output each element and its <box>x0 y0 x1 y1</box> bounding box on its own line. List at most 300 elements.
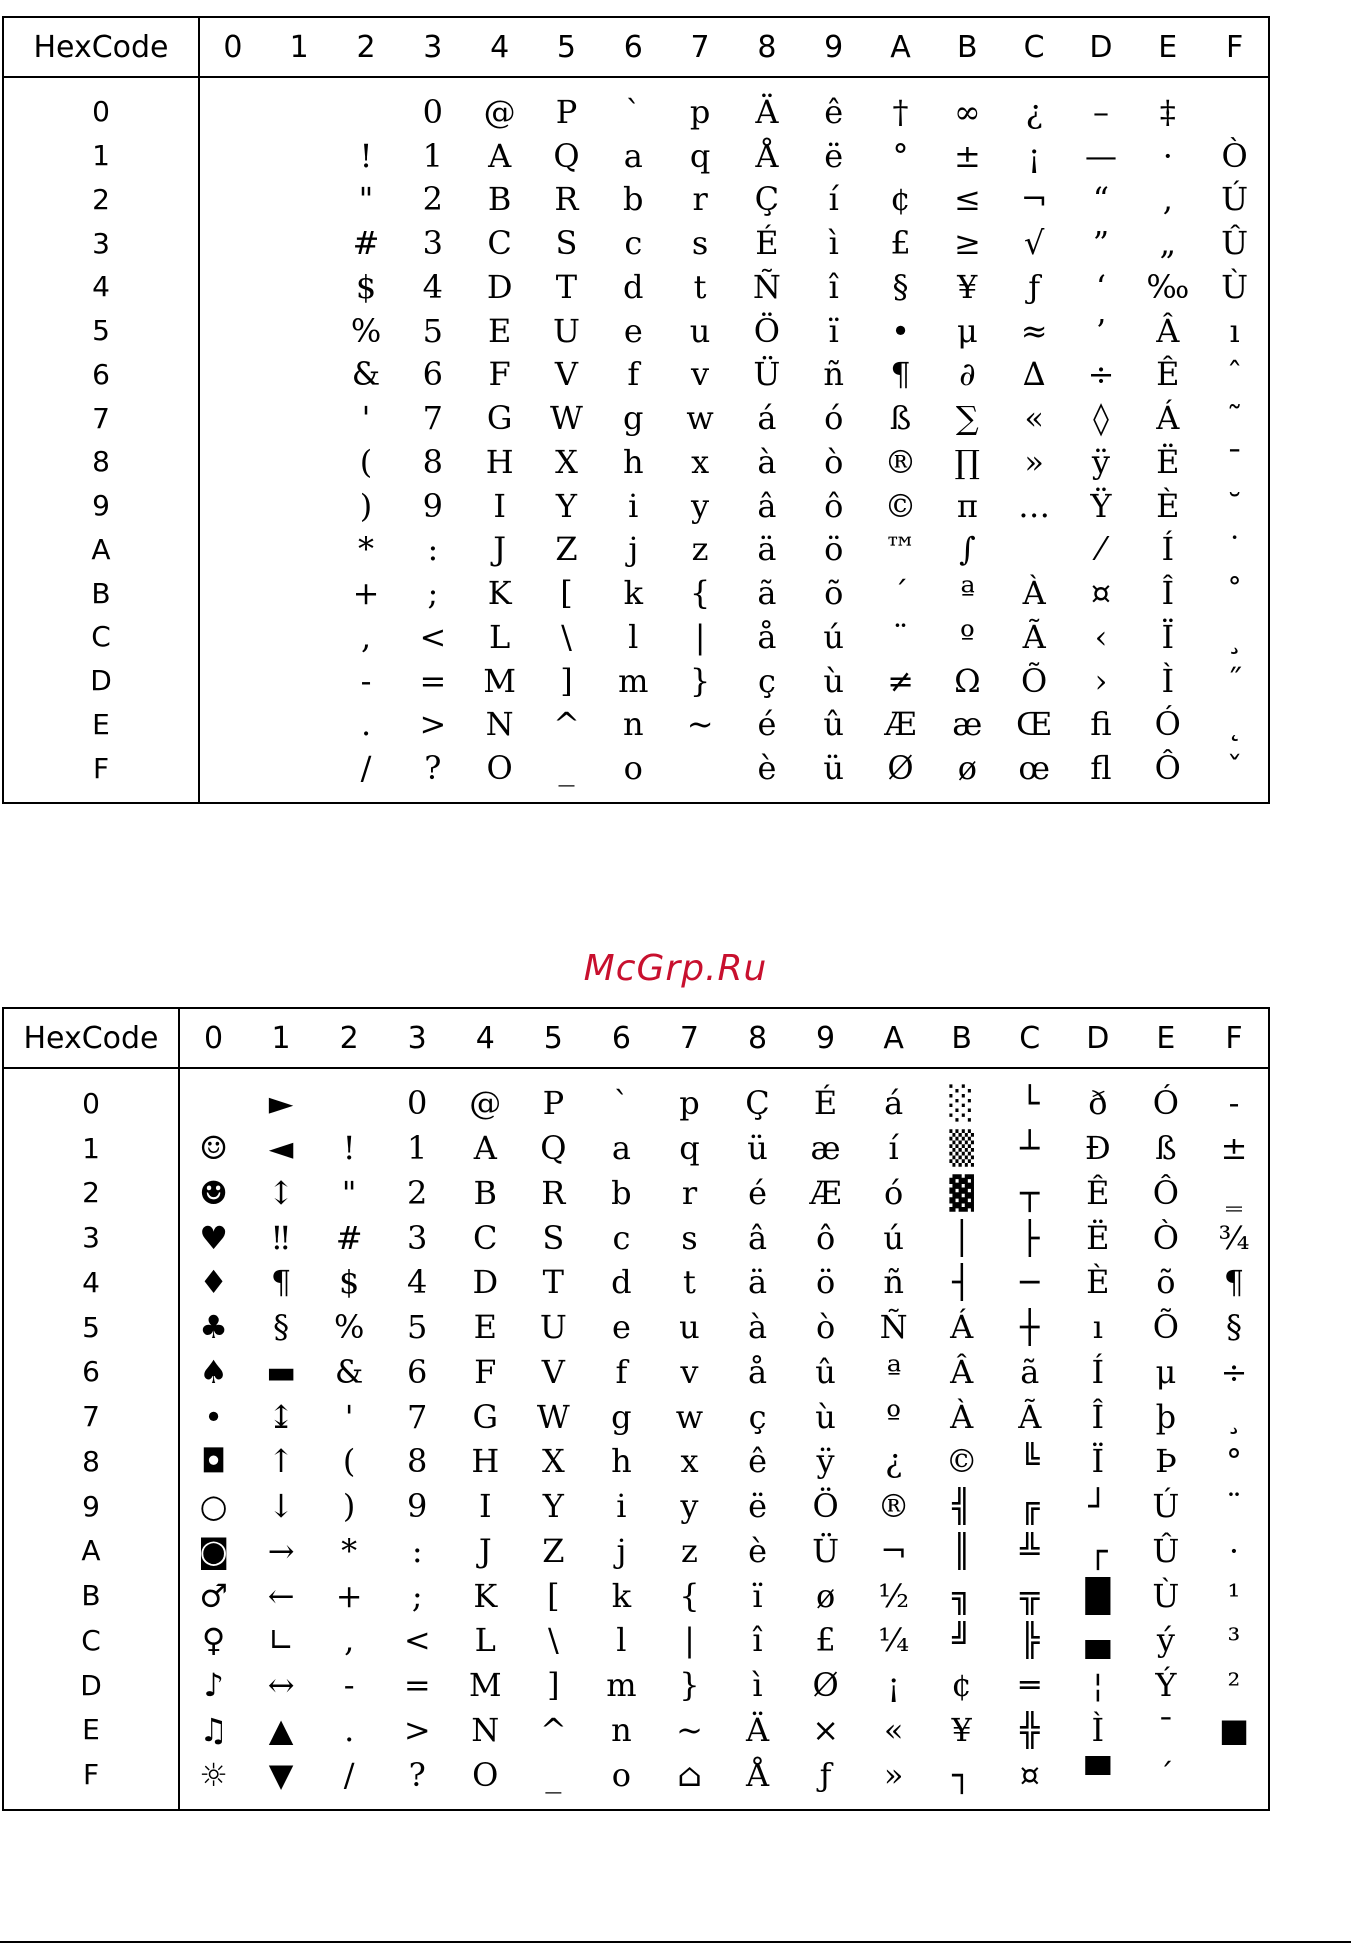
char-cell: ˇ <box>1226 749 1243 788</box>
char-cell: ¢ <box>951 1666 972 1705</box>
spacer-row <box>4 1797 1268 1809</box>
char-cell: Y <box>555 486 578 525</box>
char-cell: Ç <box>745 1084 770 1123</box>
char-cell: † <box>892 92 909 131</box>
char-cell <box>199 309 266 353</box>
column-header: C <box>1001 18 1068 77</box>
char-cell: d <box>623 267 644 306</box>
char-cell <box>199 484 266 528</box>
char-cell: œ <box>1018 749 1050 788</box>
char-cell: ° <box>892 136 909 175</box>
char-cell: | <box>684 1621 695 1660</box>
char-cell: ∫ <box>959 530 976 569</box>
table-row <box>4 178 1268 222</box>
char-cell: ` <box>613 1084 630 1123</box>
char-cell: " <box>358 180 374 219</box>
char-cell: ♫ <box>199 1710 228 1749</box>
char-cell: ■ <box>1218 1710 1250 1749</box>
char-cell: M <box>468 1666 502 1705</box>
char-cell: » <box>883 1755 904 1794</box>
char-cell: I <box>478 1487 492 1526</box>
char-cell: ► <box>268 1084 294 1123</box>
char-cell: @ <box>469 1084 502 1123</box>
char-cell: R <box>554 180 579 219</box>
table-row <box>4 353 1268 397</box>
row-hex-label: 7 <box>4 1394 179 1439</box>
char-cell: > <box>419 705 447 744</box>
char-cell: Ã <box>1018 1397 1042 1436</box>
char-cell: ] <box>547 1666 560 1705</box>
column-header: 9 <box>792 1009 860 1068</box>
character-grid-1 <box>4 18 1268 802</box>
char-cell: └ <box>1020 1084 1040 1123</box>
char-cell: ƒ <box>1028 267 1041 306</box>
header-row <box>4 1009 1268 1068</box>
char-cell: Ò <box>1221 136 1248 175</box>
char-cell: ô <box>824 486 844 525</box>
char-cell: ® <box>877 1487 910 1526</box>
char-cell: · <box>1162 136 1173 175</box>
char-cell: D <box>472 1263 499 1302</box>
char-cell: ¿ <box>1025 92 1043 131</box>
char-cell: 4 <box>422 267 444 306</box>
row-hex-label: 5 <box>4 309 199 353</box>
char-cell: ƒ <box>819 1755 832 1794</box>
char-cell: È <box>1086 1263 1110 1302</box>
char-cell: _ <box>558 749 575 788</box>
char-cell: P <box>542 1084 565 1123</box>
char-cell: } <box>689 661 711 700</box>
char-cell: ™ <box>884 530 917 569</box>
char-cell: π <box>956 486 978 525</box>
char-cell: O <box>486 749 513 788</box>
header-row <box>4 18 1268 77</box>
char-cell: f <box>627 355 640 394</box>
char-cell <box>199 440 266 484</box>
char-cell: ½ <box>878 1576 910 1615</box>
char-cell <box>199 265 266 309</box>
char-cell: u <box>689 311 711 350</box>
char-cell: M <box>483 661 517 700</box>
column-header: 7 <box>667 18 734 77</box>
char-cell: - <box>360 661 372 700</box>
char-cell <box>179 1081 247 1126</box>
char-cell: ï <box>752 1576 763 1615</box>
char-cell: & <box>334 1352 364 1391</box>
row-hex-label: E <box>4 703 199 747</box>
char-cell: ( <box>359 442 373 481</box>
char-cell: 6 <box>422 355 444 394</box>
char-cell: I <box>493 486 506 525</box>
char-cell: Ä <box>755 92 779 131</box>
char-cell: ╬ <box>1020 1710 1040 1749</box>
char-cell: L <box>489 617 511 656</box>
row-hex-label: 9 <box>4 484 199 528</box>
char-cell: Ü <box>753 355 781 394</box>
char-cell: Å <box>745 1755 770 1794</box>
char-cell: Õ <box>1021 661 1048 700</box>
char-cell: ë <box>824 136 844 175</box>
char-cell: + <box>335 1576 363 1615</box>
column-header: 1 <box>266 18 333 77</box>
char-cell: l <box>616 1621 627 1660</box>
row-hex-label: 8 <box>4 440 199 484</box>
table-row <box>4 396 1268 440</box>
column-header: 3 <box>383 1009 451 1068</box>
char-cell: ┴ <box>1020 1129 1040 1168</box>
char-cell: … <box>1018 486 1051 525</box>
char-cell: á <box>757 399 777 438</box>
char-cell: S <box>555 224 578 263</box>
char-cell: Ø <box>812 1666 839 1705</box>
char-cell: Ù <box>1221 267 1249 306</box>
char-cell: U <box>552 311 580 350</box>
char-cell: │ <box>952 1218 972 1257</box>
spacer-cell <box>4 1797 179 1809</box>
char-cell: É <box>755 224 779 263</box>
char-cell: ∑ <box>955 399 979 438</box>
row-hex-label: C <box>4 1618 179 1663</box>
char-cell: ê <box>748 1442 767 1481</box>
char-cell: ö <box>815 1263 836 1302</box>
char-cell: Y <box>542 1487 564 1526</box>
char-cell: ” <box>1092 224 1110 263</box>
char-cell: ó <box>884 1173 904 1212</box>
char-cell: ¾ <box>1218 1218 1250 1257</box>
char-cell: ´ <box>892 574 909 613</box>
char-cell: Ä <box>745 1710 770 1749</box>
column-header: 8 <box>734 18 801 77</box>
column-header: F <box>1200 1009 1268 1068</box>
char-cell: X <box>541 1442 565 1481</box>
spacer-row <box>4 77 1268 90</box>
char-cell: ~ <box>676 1710 703 1749</box>
char-cell: ’ <box>1095 311 1107 350</box>
spacer-cell <box>199 790 1268 802</box>
char-cell: « <box>883 1710 904 1749</box>
char-cell: ! <box>359 136 373 175</box>
row-hex-label: 0 <box>4 1081 179 1126</box>
table-row <box>4 1305 1268 1350</box>
char-cell: Ú <box>1221 180 1249 219</box>
char-cell: À <box>950 1397 974 1436</box>
column-header: B <box>928 1009 996 1068</box>
char-cell: ﬁ <box>1090 705 1112 744</box>
table-row <box>4 309 1268 353</box>
char-cell: k <box>623 574 643 613</box>
table-row <box>4 265 1268 309</box>
char-cell: ö <box>824 530 844 569</box>
column-header: 1 <box>247 1009 315 1068</box>
char-cell: ˛ <box>1226 705 1243 744</box>
char-cell: P <box>555 92 578 131</box>
char-cell <box>266 659 333 703</box>
char-cell: í <box>828 180 839 219</box>
char-cell: ® <box>884 442 917 481</box>
char-cell: û <box>815 1352 836 1391</box>
char-cell: ♀ <box>201 1621 226 1660</box>
char-cell: ╣ <box>952 1487 972 1526</box>
char-cell: å <box>747 1352 768 1391</box>
char-cell: ─ <box>1020 1263 1040 1302</box>
char-cell: ╗ <box>952 1576 972 1615</box>
char-cell <box>199 615 266 659</box>
char-cell: å <box>757 617 777 656</box>
row-hex-label: B <box>4 1573 179 1618</box>
table-row <box>4 1618 1268 1663</box>
char-cell <box>266 703 333 747</box>
char-cell: Ã <box>1022 617 1046 656</box>
char-cell: ı <box>1229 311 1240 350</box>
char-cell: w <box>686 399 714 438</box>
char-cell: Ó <box>1154 705 1181 744</box>
row-hex-label: 6 <box>4 353 199 397</box>
char-cell: Á <box>1156 399 1180 438</box>
char-cell: ý <box>1156 1621 1175 1660</box>
char-cell: ˝ <box>1226 661 1243 700</box>
char-cell: T <box>542 1263 565 1302</box>
char-cell: ♂ <box>199 1576 228 1615</box>
row-hex-label: 3 <box>4 1215 179 1260</box>
char-cell: ♥ <box>199 1218 228 1257</box>
char-cell: , <box>344 1621 355 1660</box>
char-cell: Ï <box>1161 617 1175 656</box>
char-cell: ¹ <box>1227 1576 1241 1615</box>
char-cell: j <box>616 1531 627 1570</box>
char-cell: Ω <box>954 661 981 700</box>
table-row <box>4 659 1268 703</box>
column-header: 4 <box>466 18 533 77</box>
char-cell: ¼ <box>878 1621 910 1660</box>
table-row <box>4 1484 1268 1529</box>
char-cell <box>266 265 333 309</box>
row-hex-label: B <box>4 571 199 615</box>
char-cell: @ <box>483 92 516 131</box>
hexcode-header: HexCode <box>4 18 199 77</box>
char-cell: ß <box>889 399 912 438</box>
char-cell: U <box>539 1308 567 1347</box>
char-cell: £ <box>815 1621 836 1660</box>
char-cell: ì <box>828 224 839 263</box>
char-cell: [ <box>547 1576 560 1615</box>
char-cell: A <box>473 1129 497 1168</box>
char-cell: ù <box>823 661 845 700</box>
char-cell: → <box>267 1531 295 1570</box>
char-cell: x <box>691 442 710 481</box>
row-hex-label: A <box>4 1529 179 1574</box>
char-cell: J <box>478 1531 492 1570</box>
char-cell: õ <box>824 574 844 613</box>
char-cell: ⁄ <box>1098 530 1104 569</box>
char-cell: Å <box>755 136 779 175</box>
char-cell: Ë <box>1156 442 1180 481</box>
char-cell: 5 <box>407 1308 428 1347</box>
hexcode-header: HexCode <box>4 1009 179 1068</box>
char-cell: Ó <box>1152 1084 1180 1123</box>
char-cell: \ <box>561 617 572 656</box>
char-cell <box>266 178 333 222</box>
char-cell: " <box>341 1173 357 1212</box>
char-cell <box>266 484 333 528</box>
char-cell: + <box>352 574 380 613</box>
char-cell: $ <box>338 1263 360 1302</box>
char-cell: ú <box>883 1218 904 1257</box>
table-row <box>4 221 1268 265</box>
char-cell: ░ <box>949 1084 975 1123</box>
char-cell: R <box>541 1173 566 1212</box>
char-cell: $ <box>355 267 377 306</box>
char-cell: ☺ <box>199 1129 228 1168</box>
char-cell: z <box>691 530 709 569</box>
char-cell: H <box>471 1442 500 1481</box>
row-hex-label: 4 <box>4 1260 179 1305</box>
char-cell: × <box>812 1710 839 1749</box>
char-cell: * <box>358 530 375 569</box>
char-cell: ± <box>1220 1129 1248 1168</box>
char-cell: Ì <box>1091 1710 1105 1749</box>
char-cell: ± <box>953 136 981 175</box>
row-hex-label: 0 <box>4 90 199 134</box>
char-cell: ∆ <box>1022 355 1046 394</box>
char-cell: ) <box>342 1487 356 1526</box>
char-cell: B <box>487 180 512 219</box>
char-cell: = <box>403 1666 431 1705</box>
char-cell: b <box>623 180 644 219</box>
char-cell <box>199 746 266 790</box>
char-cell: « <box>1024 399 1044 438</box>
char-cell: £ <box>890 224 911 263</box>
spacer-cell <box>4 77 199 90</box>
char-cell: g <box>623 399 644 438</box>
char-cell: 2 <box>407 1173 428 1212</box>
char-cell: ¶ <box>890 355 911 394</box>
char-cell: G <box>472 1397 499 1436</box>
char-cell: █ <box>1085 1576 1111 1615</box>
char-cell <box>266 134 333 178</box>
char-cell: 9 <box>422 486 444 525</box>
char-cell: Æ <box>809 1173 842 1212</box>
char-cell: ┘ <box>1088 1487 1108 1526</box>
char-cell: ↨ <box>267 1397 295 1436</box>
char-cell: ÿ <box>816 1442 835 1481</box>
table-row <box>4 1171 1268 1216</box>
char-cell: Œ <box>1015 705 1053 744</box>
char-cell: 5 <box>422 311 444 350</box>
char-cell <box>266 221 333 265</box>
char-cell: ä <box>747 1263 768 1302</box>
char-cell: ╩ <box>1020 1531 1040 1570</box>
column-header: 2 <box>333 18 400 77</box>
char-cell: ☻ <box>199 1173 228 1212</box>
char-cell: ˆ <box>1226 355 1243 394</box>
char-cell: a <box>623 136 643 175</box>
char-cell: Á <box>950 1308 974 1347</box>
table-row <box>4 1573 1268 1618</box>
char-cell: Ü <box>812 1531 840 1570</box>
char-cell: ù <box>815 1397 836 1436</box>
char-cell: c <box>612 1218 631 1257</box>
char-cell: ¨ <box>1225 1487 1242 1526</box>
table-row <box>4 1708 1268 1753</box>
char-cell <box>333 90 400 134</box>
char-cell: Q <box>540 1129 567 1168</box>
char-cell: | <box>694 617 706 656</box>
char-cell: ú <box>823 617 845 656</box>
char-cell: ¢ <box>890 180 911 219</box>
char-cell: : <box>411 1531 423 1570</box>
char-cell: ^ <box>539 1710 567 1749</box>
char-cell: . <box>344 1710 355 1749</box>
char-cell: Î <box>1091 1397 1105 1436</box>
char-cell: ³ <box>1227 1621 1241 1660</box>
char-cell: ⌂ <box>677 1755 702 1794</box>
char-cell: ¯ <box>1226 442 1243 481</box>
char-cell <box>266 571 333 615</box>
char-cell: W <box>550 399 583 438</box>
char-cell: ♦ <box>199 1263 228 1302</box>
char-cell: Þ <box>1155 1442 1177 1481</box>
char-cell: ┤ <box>952 1263 972 1302</box>
char-cell: e <box>611 1308 631 1347</box>
char-cell: ¡ <box>1027 136 1041 175</box>
char-cell: ∟ <box>267 1621 295 1660</box>
char-cell: 3 <box>422 224 444 263</box>
char-cell: ┼ <box>1020 1308 1040 1347</box>
char-cell: ╦ <box>1020 1576 1040 1615</box>
char-cell: 3 <box>407 1218 428 1257</box>
char-cell: l <box>628 617 639 656</box>
char-cell: ♪ <box>203 1666 224 1705</box>
column-header: D <box>1068 18 1135 77</box>
char-cell: • <box>891 311 910 350</box>
char-cell: ▬ <box>265 1352 297 1391</box>
char-cell: „ <box>1159 224 1177 263</box>
char-cell: © <box>884 486 917 525</box>
table-row <box>4 134 1268 178</box>
char-cell: ▲ <box>268 1710 294 1749</box>
char-cell: N <box>485 705 514 744</box>
char-cell: / <box>360 749 372 788</box>
char-cell: ü <box>747 1129 768 1168</box>
char-cell: s <box>691 224 709 263</box>
char-cell: ª <box>886 1352 902 1391</box>
char-cell: y <box>680 1487 699 1526</box>
char-cell: Û <box>1152 1531 1180 1570</box>
char-cell: ø <box>957 749 977 788</box>
char-cell: 7 <box>407 1397 428 1436</box>
char-cell: § <box>273 1308 290 1347</box>
char-cell: = <box>419 661 447 700</box>
char-cell: ) <box>359 486 373 525</box>
char-cell: ▼ <box>268 1755 294 1794</box>
char-cell: è <box>757 749 777 788</box>
char-cell: 7 <box>422 399 444 438</box>
char-cell: ç <box>757 661 776 700</box>
char-cell <box>266 528 333 572</box>
char-cell <box>199 90 266 134</box>
char-cell: m <box>606 1666 637 1705</box>
char-cell: ╝ <box>952 1621 972 1660</box>
char-cell: V <box>554 355 579 394</box>
row-hex-label: 1 <box>4 134 199 178</box>
table-row <box>4 484 1268 528</box>
char-cell: Ú <box>1152 1487 1180 1526</box>
char-cell: à <box>747 1308 768 1347</box>
char-cell: • <box>204 1397 223 1436</box>
column-header: 5 <box>533 18 600 77</box>
char-cell: ◊ <box>1093 399 1109 438</box>
char-cell <box>199 221 266 265</box>
